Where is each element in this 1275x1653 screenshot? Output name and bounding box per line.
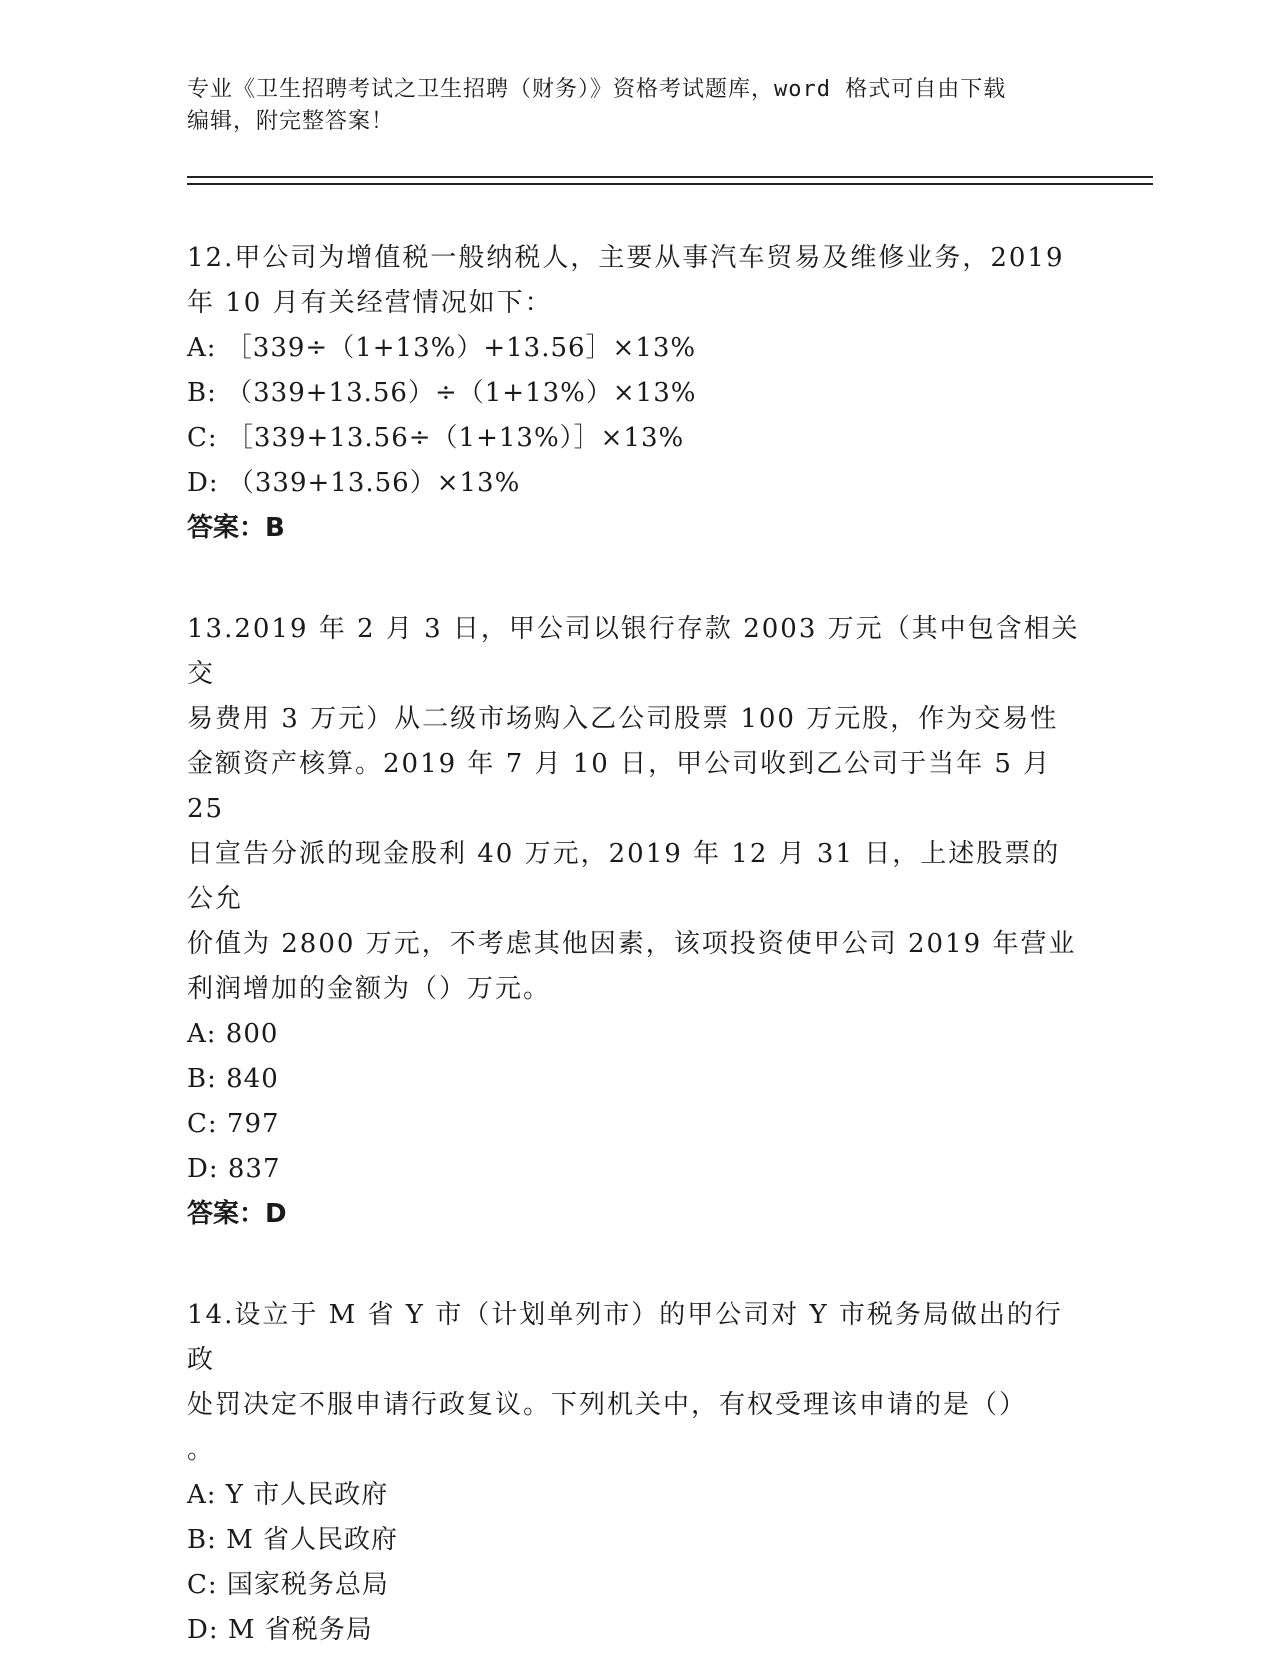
header-rule-bottom [187,183,1153,185]
header-rule-top [187,176,1153,178]
option-d: D: M 省税务局 [187,1615,373,1645]
question-stem-line: 13.2019 年 2 月 3 日，甲公司以银行存款 2003 万元（其中包含相关交 [187,614,1080,689]
question-stem-line: 。 [187,1435,216,1465]
header-line-2: 编辑，附完整答案！ [187,109,395,134]
question-12 [187,236,1087,551]
option-c: C: 797 [187,1109,280,1139]
question-stem-line: 易费用 3 万元）从二级市场购入乙公司股票 100 万元股，作为交易性 [187,704,1059,734]
answer-label: 答案：B [187,513,285,543]
question-stem-line: 价值为 2800 万元，不考虑其他因素，该项投资使甲公司 2019 年营业 [187,929,1077,959]
question-list [187,236,1087,1653]
question-13 [187,607,1087,1237]
answer-label: 答案：D [187,1199,287,1229]
option-a: A: ［339÷（1+13%）+13.56］×13% [187,333,697,363]
question-stem-line: 年 10 月有关经营情况如下： [187,288,553,318]
option-d: D: （339+13.56）×13% [187,468,521,498]
option-a: A: 800 [187,1019,279,1049]
option-b: B: （339+13.56）÷（1+13%）×13% [187,378,697,408]
header-line-1: 专业《卫生招聘考试之卫生招聘（财务）》资格考试题库，word 格式可自由下载 [187,77,1007,102]
option-c: C: 国家税务总局 [187,1570,389,1600]
question-stem-line: 利润增加的金额为（）万元。 [187,974,552,1004]
question-stem-line: 处罚决定不服申请行政复议。下列机关中，有权受理该申请的是（） [187,1390,1028,1420]
option-d: D: 837 [187,1154,281,1184]
spacer [187,551,1087,607]
option-a: A: Y 市人民政府 [187,1480,389,1510]
spacer [187,1237,1087,1293]
question-stem-line: 12.甲公司为增值税一般纳税人，主要从事汽车贸易及维修业务，2019 [187,243,1065,273]
document-header [187,74,1087,138]
question-14 [187,1293,1087,1653]
question-stem-line: 14.设立于 M 省 Y 市（计划单列市）的甲公司对 Y 市税务局做出的行政 [187,1300,1063,1375]
question-stem-line: 金额资产核算。2019 年 7 月 10 日，甲公司收到乙公司于当年 5 月 25 [187,749,1052,824]
option-b: B: M 省人民政府 [187,1525,399,1555]
option-b: B: 840 [187,1064,279,1094]
option-c: C: ［339+13.56÷（1+13%）］×13% [187,423,685,453]
question-stem-line: 日宣告分派的现金股利 40 万元，2019 年 12 月 31 日，上述股票的公允 [187,839,1061,914]
